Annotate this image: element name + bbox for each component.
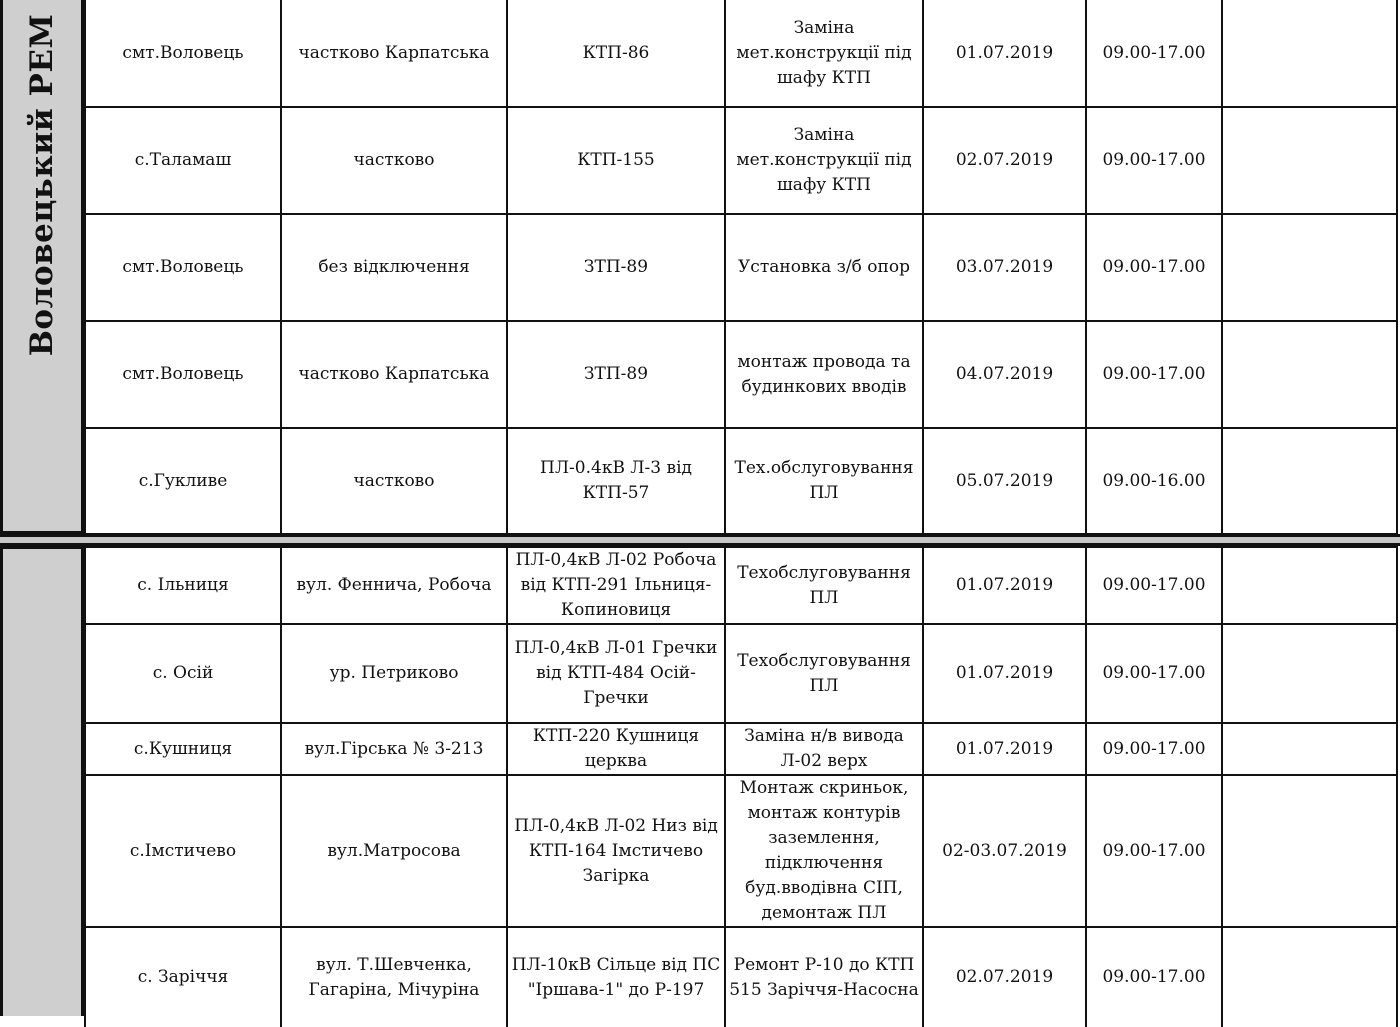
time-cell: 09.00-17.00 (1086, 107, 1222, 214)
table-row (85, 624, 1397, 723)
note-cell (1222, 723, 1397, 775)
work-cell: Монтаж скриньок, монтаж контурів заземлення, підключення буд.вводівна СІП, демонтаж ПЛ (725, 775, 923, 927)
schedule-table-volovets (84, 0, 1398, 535)
object-cell: ЗТП-89 (507, 321, 725, 428)
time-cell: 09.00-17.00 (1086, 0, 1222, 107)
table-row (85, 107, 1397, 214)
work-cell: Заміна мет.конструкції під шафу КТП (725, 0, 923, 107)
rem-label: Воловецький РЕМ (24, 13, 60, 357)
table-row (85, 775, 1397, 927)
street-cell: вул.Матросова (281, 775, 507, 927)
street-cell: без відключення (281, 214, 507, 321)
date-cell: 01.07.2019 (923, 547, 1086, 624)
street-cell: вул. Т.Шевченка, Гагаріна, Мічуріна (281, 927, 507, 1027)
rem-block-irshava (0, 546, 1400, 1016)
work-cell: Техобслуговування ПЛ (725, 547, 923, 624)
street-cell: частково Карпатська (281, 321, 507, 428)
settlement-cell: смт.Воловець (85, 214, 281, 321)
object-cell: ПЛ-10кВ Сільце від ПС "Іршава-1" до Р-197 (507, 927, 725, 1027)
street-cell: частково Карпатська (281, 0, 507, 107)
work-cell: Заміна н/в вивода Л-02 верх (725, 723, 923, 775)
object-cell: КТП-86 (507, 0, 725, 107)
rem-label-cell (0, 546, 84, 1016)
table-row (85, 723, 1397, 775)
work-cell: Заміна мет.конструкції під шафу КТП (725, 107, 923, 214)
settlement-cell: с. Заріччя (85, 927, 281, 1027)
table-row (85, 321, 1397, 428)
time-cell: 09.00-17.00 (1086, 547, 1222, 624)
date-cell: 01.07.2019 (923, 0, 1086, 107)
note-cell (1222, 624, 1397, 723)
settlement-cell: с.Таламаш (85, 107, 281, 214)
note-cell (1222, 428, 1397, 534)
time-cell: 09.00-17.00 (1086, 321, 1222, 428)
street-cell: вул.Гірська № 3-213 (281, 723, 507, 775)
block-separator (0, 534, 1400, 546)
time-cell: 09.00-17.00 (1086, 624, 1222, 723)
table-row (85, 927, 1397, 1027)
settlement-cell: с. Осій (85, 624, 281, 723)
date-cell: 01.07.2019 (923, 624, 1086, 723)
note-cell (1222, 107, 1397, 214)
object-cell: ЗТП-89 (507, 214, 725, 321)
object-cell: ПЛ-0,4кВ Л-02 Робоча від КТП-291 Ільниця-Копиновиця (507, 547, 725, 624)
note-cell (1222, 214, 1397, 321)
street-cell: частково (281, 428, 507, 534)
date-cell: 02.07.2019 (923, 927, 1086, 1027)
settlement-cell: с.Кушниця (85, 723, 281, 775)
work-cell: монтаж провода та будинкових вводів (725, 321, 923, 428)
object-cell: ПЛ-0,4кВ Л-01 Гречки від КТП-484 Осій-Гречки (507, 624, 725, 723)
settlement-cell: смт.Воловець (85, 321, 281, 428)
note-cell (1222, 775, 1397, 927)
time-cell: 09.00-17.00 (1086, 775, 1222, 927)
settlement-cell: с.Імстичево (85, 775, 281, 927)
note-cell (1222, 321, 1397, 428)
time-cell: 09.00-17.00 (1086, 214, 1222, 321)
settlement-cell: с.Гукливе (85, 428, 281, 534)
time-cell: 09.00-16.00 (1086, 428, 1222, 534)
note-cell (1222, 547, 1397, 624)
note-cell (1222, 0, 1397, 107)
time-cell: 09.00-17.00 (1086, 927, 1222, 1027)
work-cell: Тех.обслуговування ПЛ (725, 428, 923, 534)
table-row (85, 214, 1397, 321)
time-cell: 09.00-17.00 (1086, 723, 1222, 775)
object-cell: ПЛ-0.4кВ Л-3 від КТП-57 (507, 428, 725, 534)
schedule-table-second (84, 546, 1398, 1027)
work-cell: Установка з/б опор (725, 214, 923, 321)
street-cell: частково (281, 107, 507, 214)
table-row (85, 547, 1397, 624)
street-cell: ур. Петриково (281, 624, 507, 723)
date-cell: 02.07.2019 (923, 107, 1086, 214)
rem-label-cell (0, 0, 84, 534)
object-cell: КТП-155 (507, 107, 725, 214)
street-cell: вул. Феннича, Робоча (281, 547, 507, 624)
date-cell: 04.07.2019 (923, 321, 1086, 428)
date-cell: 03.07.2019 (923, 214, 1086, 321)
work-cell: Техобслуговування ПЛ (725, 624, 923, 723)
settlement-cell: с. Ільниця (85, 547, 281, 624)
date-cell: 05.07.2019 (923, 428, 1086, 534)
note-cell (1222, 927, 1397, 1027)
date-cell: 02-03.07.2019 (923, 775, 1086, 927)
work-cell: Ремонт Р-10 до КТП 515 Заріччя-Насосна (725, 927, 923, 1027)
table-row (85, 428, 1397, 534)
date-cell: 01.07.2019 (923, 723, 1086, 775)
table-row (85, 0, 1397, 107)
settlement-cell: смт.Воловець (85, 0, 281, 107)
object-cell: КТП-220 Кушниця церква (507, 723, 725, 775)
object-cell: ПЛ-0,4кВ Л-02 Низ від КТП-164 Імстичево Загірка (507, 775, 725, 927)
